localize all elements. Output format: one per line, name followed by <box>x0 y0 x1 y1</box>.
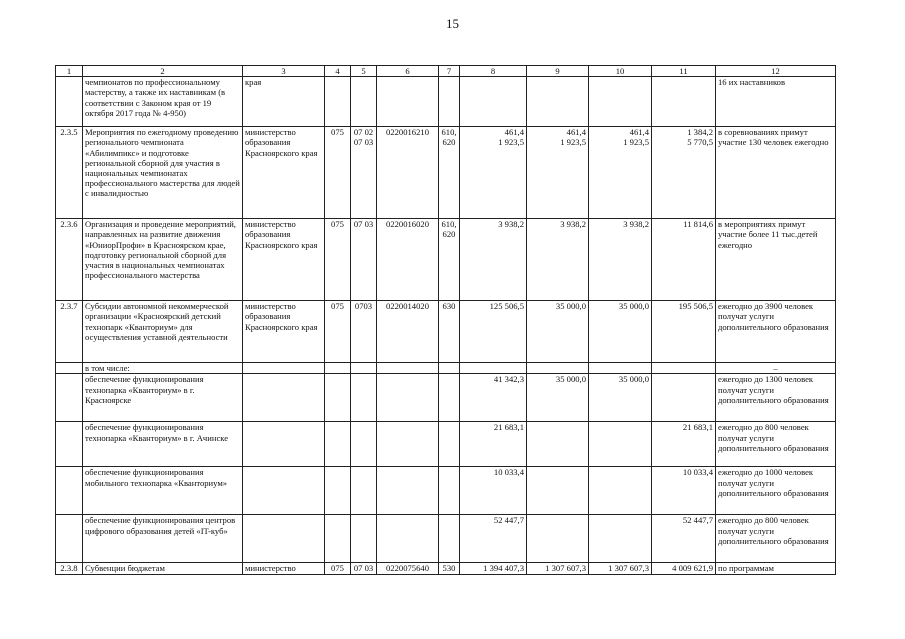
year3-amount: 461,4 1 923,5 <box>589 127 652 219</box>
year2-amount: 1 307 607,3 <box>527 563 589 574</box>
year1-amount: 1 394 407,3 <box>460 563 527 574</box>
item-name: Организация и проведение мероприятий, направленных на развитие движения «ЮниорПрофи» в Красноярском крае, подготовку региональной сборной для участия в национальных чемпионатах профессионального мастерства <box>83 219 243 301</box>
year2-amount <box>527 422 589 467</box>
year2-amount: 35 000,0 <box>527 374 589 422</box>
year3-amount: 3 938,2 <box>589 219 652 301</box>
item-number: 2.3.8 <box>56 563 83 574</box>
year1-amount: 21 683,1 <box>460 422 527 467</box>
expected-result: ежегодно до 800 человек получат услуги дополнительного образования <box>716 422 836 467</box>
year3-amount: 1 307 607,3 <box>589 563 652 574</box>
year1-amount: 52 447,7 <box>460 515 527 563</box>
rzpr-code: 0703 <box>351 301 377 363</box>
item-name: чемпионатов по профессиональному мастерству, а также их наставникам (в соответствии с Законом края от 19 октября 2017 года № 4-950) <box>83 77 243 127</box>
col-header: 2 <box>83 66 243 77</box>
year3-amount <box>589 467 652 515</box>
total-amount: 195 506,5 <box>652 301 716 363</box>
col-header: 1 <box>56 66 83 77</box>
expected-result: ежегодно до 1000 человек получат услуги дополнительного образования <box>716 467 836 515</box>
grbs-code: 075 <box>325 127 351 219</box>
year2-amount: 461,4 1 923,5 <box>527 127 589 219</box>
col-header: 4 <box>325 66 351 77</box>
col-header: 6 <box>377 66 439 77</box>
total-amount: 10 033,4 <box>652 467 716 515</box>
item-number: 2.3.6 <box>56 219 83 301</box>
rzpr-code: 07 03 <box>351 563 377 574</box>
expected-result: ежегодно до 1300 человек получат услуги дополнительного образования <box>716 374 836 422</box>
executor: министерство образования Красноярского края <box>243 127 325 219</box>
year1-amount: 41 342,3 <box>460 374 527 422</box>
year2-amount <box>527 515 589 563</box>
col-header: 3 <box>243 66 325 77</box>
col-header: 5 <box>351 66 377 77</box>
col-header: 12 <box>716 66 836 77</box>
grbs-code: 075 <box>325 301 351 363</box>
expected-result: – <box>716 363 836 374</box>
item-name: обеспечение функционирования мобильного технопарка «Кванториум» <box>83 467 243 515</box>
year1-amount: 3 938,2 <box>460 219 527 301</box>
table-row <box>56 77 836 127</box>
csr-code: 0220075640 <box>377 563 439 574</box>
year1-amount: 461,4 1 923,5 <box>460 127 527 219</box>
expected-result: по программам <box>716 563 836 574</box>
page-number: 15 <box>446 16 459 31</box>
expected-result: в соревнованиях примут участие 130 человек ежегодно <box>716 127 836 219</box>
program-table <box>55 65 836 575</box>
rzpr-code: 07 03 <box>351 219 377 301</box>
table-row <box>56 374 836 422</box>
table-row <box>56 563 836 574</box>
grbs-code: 075 <box>325 563 351 574</box>
table-row <box>56 467 836 515</box>
year2-amount: 35 000,0 <box>527 301 589 363</box>
expected-result: ежегодно до 800 человек получат услуги дополнительного образования <box>716 515 836 563</box>
rzpr-code: 07 02 07 03 <box>351 127 377 219</box>
executor: края <box>243 77 325 127</box>
vr-code: 610, 620 <box>439 127 460 219</box>
total-amount: 11 814,6 <box>652 219 716 301</box>
total-amount: 1 384,2 5 770,5 <box>652 127 716 219</box>
executor: министерство образования Красноярского края <box>243 219 325 301</box>
item-name: Субсидии автономной некоммерческой организации «Красноярский детский технопарк «Кванториум» для осуществления уставной деятельности <box>83 301 243 363</box>
col-header: 11 <box>652 66 716 77</box>
grbs-code: 075 <box>325 219 351 301</box>
item-name: Субвенции бюджетам <box>83 563 243 574</box>
csr-code: 0220016020 <box>377 219 439 301</box>
table-row <box>56 422 836 467</box>
year2-amount <box>527 467 589 515</box>
total-amount: 52 447,7 <box>652 515 716 563</box>
item-number: 2.3.7 <box>56 301 83 363</box>
executor: министерство образования Красноярского края <box>243 301 325 363</box>
item-name: в том числе: <box>83 363 243 374</box>
year1-amount: 10 033,4 <box>460 467 527 515</box>
csr-code: 0220014020 <box>377 301 439 363</box>
item-name: обеспечение функционирования технопарка «Кванториум» в г. Красноярске <box>83 374 243 422</box>
item-name: обеспечение функционирования технопарка «Кванториум» в г. Ачинске <box>83 422 243 467</box>
year2-amount: 3 938,2 <box>527 219 589 301</box>
total-amount <box>652 374 716 422</box>
total-amount: 4 009 621,9 <box>652 563 716 574</box>
item-number: 2.3.5 <box>56 127 83 219</box>
year1-amount: 125 506,5 <box>460 301 527 363</box>
executor: министерство <box>243 563 325 574</box>
table-row <box>56 515 836 563</box>
header-row <box>56 66 836 77</box>
year3-amount <box>589 515 652 563</box>
col-header: 7 <box>439 66 460 77</box>
total-amount: 21 683,1 <box>652 422 716 467</box>
vr-code: 610, 620 <box>439 219 460 301</box>
year3-amount: 35 000,0 <box>589 301 652 363</box>
table-row <box>56 219 836 301</box>
table-row <box>56 363 836 374</box>
item-name: обеспечение функционирования центров цифрового образования детей «IT-куб» <box>83 515 243 563</box>
year3-amount: 35 000,0 <box>589 374 652 422</box>
col-header: 10 <box>589 66 652 77</box>
col-header: 9 <box>527 66 589 77</box>
expected-result: 16 их наставников <box>716 77 836 127</box>
table-row <box>56 127 836 219</box>
year3-amount <box>589 422 652 467</box>
expected-result: в мероприятиях примут участие более 11 тыс.детей ежегодно <box>716 219 836 301</box>
vr-code: 630 <box>439 301 460 363</box>
vr-code: 530 <box>439 563 460 574</box>
expected-result: ежегодно до 3900 человек получат услуги дополнительного образования <box>716 301 836 363</box>
csr-code: 0220016210 <box>377 127 439 219</box>
table-row <box>56 301 836 363</box>
col-header: 8 <box>460 66 527 77</box>
item-name: Мероприятия по ежегодному проведению регионального чемпионата «Абилимпикс» и подготовке региональной сборной для участия в национальных чемпионатах профессионального мастерства для людей с инвалидностью <box>83 127 243 219</box>
